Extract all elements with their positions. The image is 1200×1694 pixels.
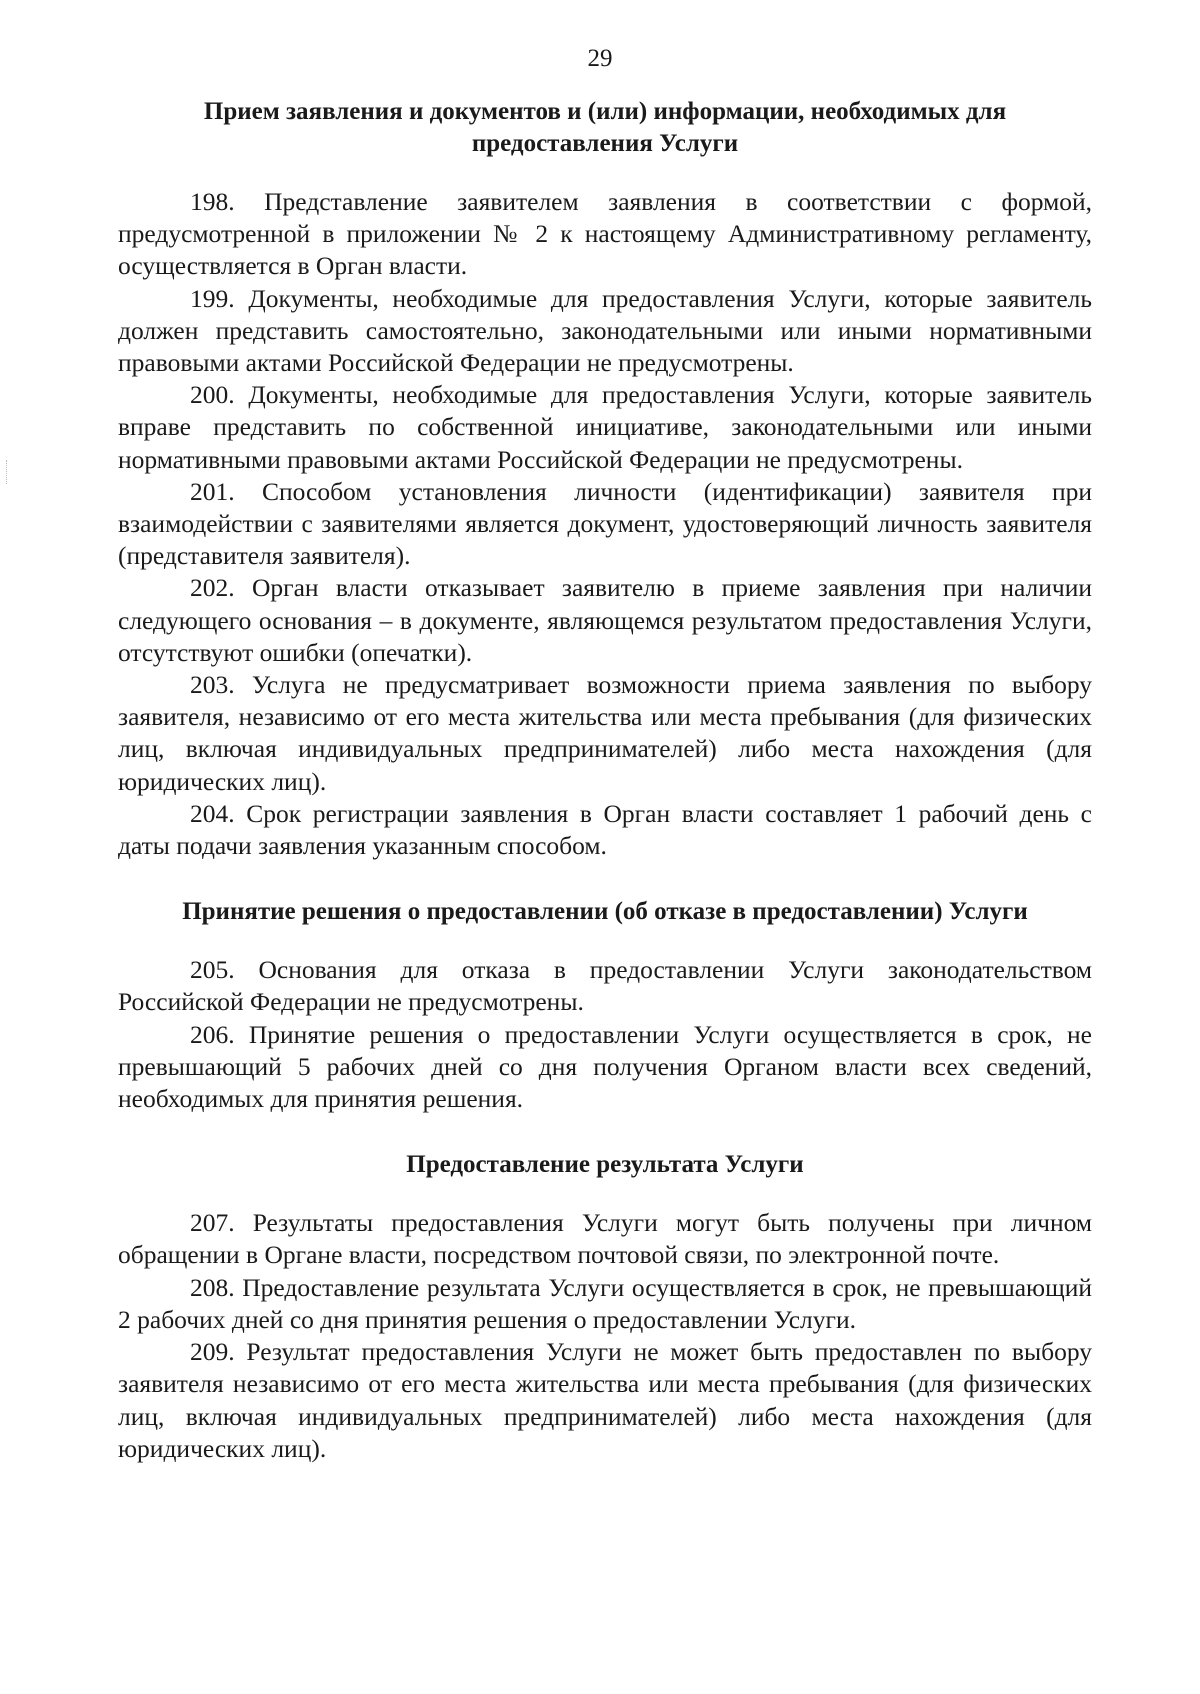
paragraph-205: 205. Основания для отказа в предоставлении Услуги законодательством Российской Федерации не предусмотрены. [118,955,1092,1017]
section-heading-line: Прием заявления и документов и (или) информации, необходимых для [203,98,1007,125]
paragraph-208: 208. Предоставление результата Услуги осуществляется в срок, не превышающий 2 рабочих дней со дня принятия решения о предоставлении Услуги. [118,1272,1092,1334]
scan-margin-marks [6,460,9,484]
paragraph-203: 203. Услуга не предусматривает возможности приема заявления по выбору заявителя, независимо от его места жительства или места пребывания (для физических лиц, включая индивидуальных предпринимателей) либо места нахождения (для юридических лиц). [118,670,1092,796]
paragraph-206: 206. Принятие решения о предоставлении Услуги осуществляется в срок, не превышающий 5 рабочих дней со дня получения Органом власти всех сведений, необходимых для принятия решения. [118,1019,1092,1114]
paragraph-200: 200. Документы, необходимые для предоставления Услуги, которые заявитель вправе представить по собственной инициативе, законодательными или иными нормативными правовыми актами Российской Федерации не предусмотрены. [118,380,1092,474]
section-heading-application-intake [118,96,1092,160]
paragraph-202: 202. Орган власти отказывает заявителю в приеме заявления при наличии следующего основания – в документе, являющемся результатом предоставления Услуги, отсутствуют ошибки (опечатки). [118,573,1092,667]
paragraph-209: 209. Результат предоставления Услуги не может быть предоставлен по выбору заявителя независимо от его места жительства или места пребывания (для физических лиц, включая индивидуальных предпринимателей) либо места нахождения (для юридических лиц). [118,1337,1092,1463]
page-number: 29 [587,45,613,72]
paragraph-207: 207. Результаты предоставления Услуги могут быть получены при личном обращении в Органе власти, посредством почтовой связи, по электронной почте. [118,1208,1092,1270]
paragraph-199: 199. Документы, необходимые для предоставления Услуги, которые заявитель должен представить самостоятельно, законодательными или иными нормативными правовыми актами Российской Федерации не предусмотрены. [118,283,1092,378]
section-heading-line: предоставления Услуги [471,130,739,157]
paragraph-198: 198. Представление заявителем заявления в соответствии с формой, предусмотренной в приложении № 2 к настоящему Административному регламенту, осуществляется в Орган власти. [118,187,1092,281]
section-heading-result: Предоставление результата Услуги [406,1151,804,1179]
paragraph-201: 201. Способом установления личности (идентификации) заявителя при взаимодействии с заявителями является документ, удостоверяющий личность заявителя (представителя заявителя). [118,476,1092,571]
paragraph-204: 204. Срок регистрации заявления в Орган власти составляет 1 рабочий день с даты подачи заявления указанным способом. [118,798,1092,861]
document-body [118,96,1092,1465]
section-heading-decision: Принятие решения о предоставлении (об отказе в предоставлении) Услуги [182,898,1028,926]
